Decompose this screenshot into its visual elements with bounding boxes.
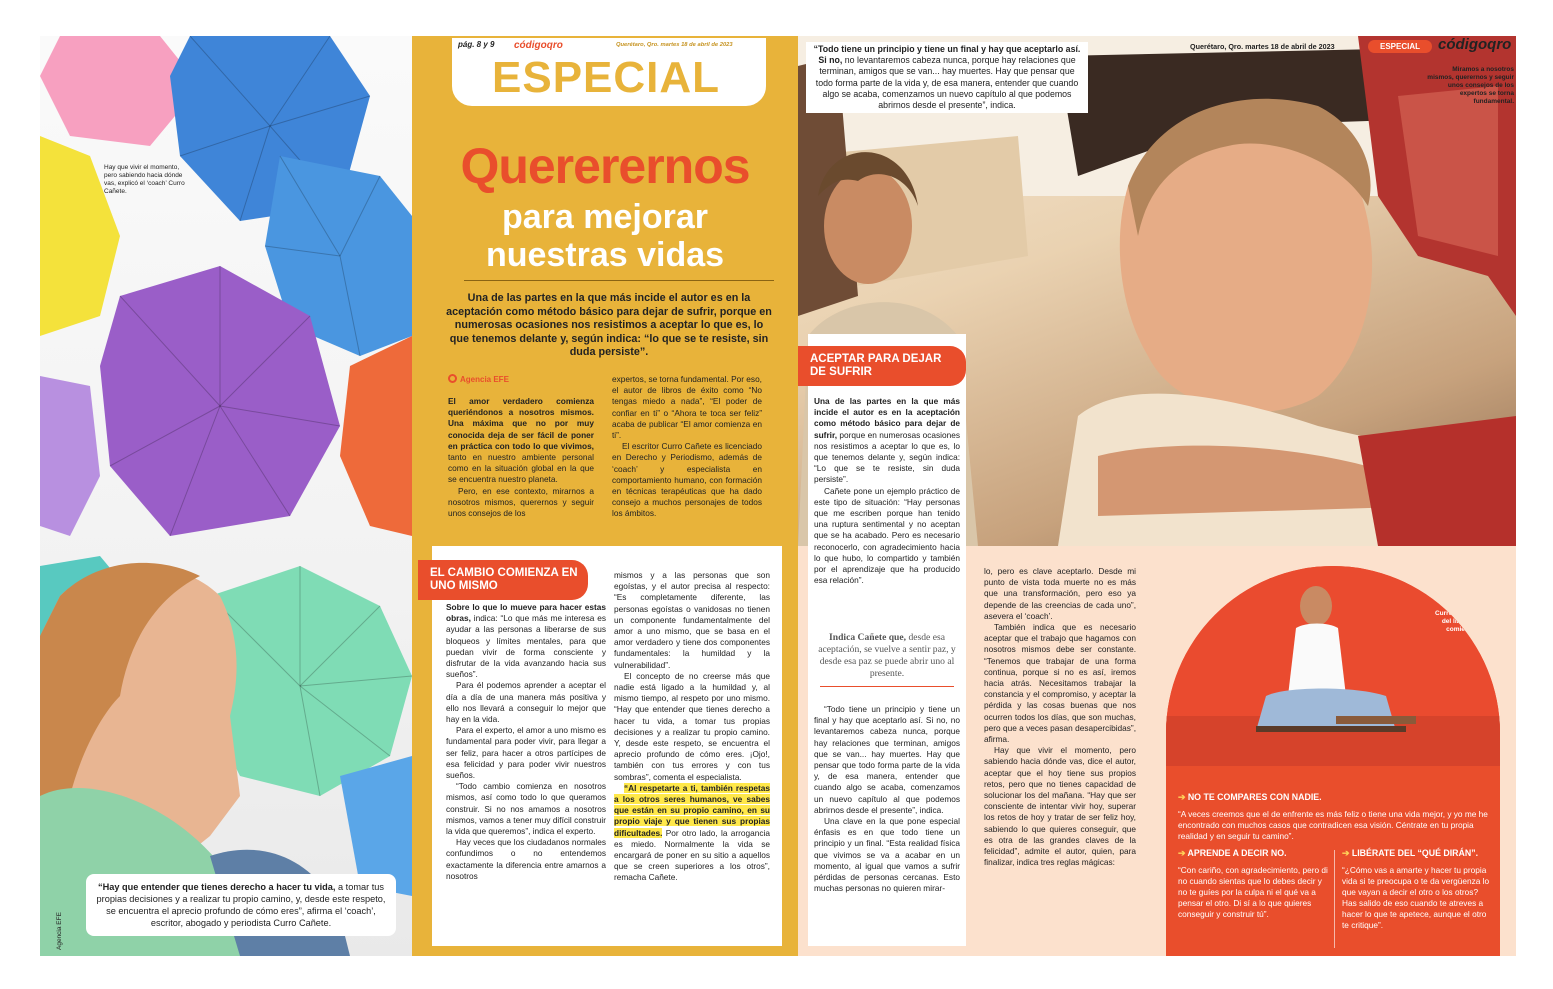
card-col1-para-4: “Todo cambio comienza en nosotros mismos, así como todo lo que queramos construir. Si no nos amamos a nosotros mismos, vamos a tener muy difícil construir la vida que queremos”, indica el experto. [446, 781, 606, 837]
arrow-right-icon: ➔ [1178, 848, 1188, 858]
card-col2-para-3: “Al respetarte a ti, también respetas a los otros seres humanos, ve sabes que están en su propio camino, en su propio viaje y que tienen sus propias dificultades. Por otro lado, la arrogancia es miedo. Normalmente la vida se encargará de poner en su sitio a aquellos que se creen superiores a los otros”, remacha Cañete. [614, 782, 770, 883]
page-label: pág. 8 y 9 [458, 40, 495, 49]
tip-2-title-row: ➔ APRENDE A DECIR NO. [1178, 848, 1287, 858]
col1-para-1: El amor verdadero comienza queriéndonos a nosotros mismos. Una máxima que no por muy conocida deja de ser fácil de poner en práctica con todo lo que vivimos, tanto en nuestro ambiente personal como en la situación global en la que se encuentra nuestro planeta. [448, 396, 594, 485]
highlighted-quote: “Al respetarte a ti, también respetas a los otros seres humanos, ve sabes que están en su propio camino, en su propio viaje y que tienen sus propias dificultades. [614, 782, 770, 838]
rc1-para-2: Cañete pone un ejemplo práctico de este tipo de situación: “Hay personas que me escriben porque han tenido una ruptura sentimental y no aceptan que se ha acabado. Pero es necesario reconocerlo, con agradecimiento hacia lo que hubo, lo compartido y también por el aprendizaje que ha producido esa relación”. [814, 485, 960, 586]
title-main: Quererernos [460, 138, 750, 194]
tip-1 [1178, 792, 1488, 842]
photo-caption: Hay que vivir el momento, pero sabiendo hacia dónde vas, explicó el ‘coach’ Curro Cañete. [104, 164, 185, 195]
tips-box [1166, 766, 1500, 956]
title-sub-1: para mejorar [502, 198, 708, 236]
arrow-right-icon: ➔ [1342, 848, 1352, 858]
byline-text: Agencia EFE [460, 375, 509, 384]
title-rule [464, 280, 774, 281]
inline-quote-rule [820, 686, 954, 687]
pull-quote-box [86, 874, 396, 936]
rc1-para-3: “Todo tiene un principio y tiene un final y hay que aceptarlo así. Si no, no levantaremos cabeza nunca, porque hay relaciones que terminan, amigos que se van... hay muertes. Hay que pensar que todo forma parte de la vida y, de esa manera, entender que cuando algo se acaba, comenzamos un nuevo capítulo al que podemos abrirnos desde el presente”, indica. [814, 704, 960, 815]
arrow-right-icon: ➔ [1178, 792, 1188, 802]
tip-3 [1342, 848, 1492, 931]
card-col1-para-5: Hay veces que los ciudadanos normales confundimos o no entendemos exactamente la diferencia entre amarnos a nosotros [446, 837, 606, 881]
rc1-para-4: Una clave en la que pone especial énfasis es en que todo tiene un principio y un final. “Esta realidad física que vivimos se va a acabar en un momento, al igual que vamos a sufrir pérdidas de personas cercanas. Esto muchas personas no quieren mirar- [814, 816, 960, 894]
card-col-1 [446, 602, 606, 882]
tip-2-text: “Con cariño, con agradecimiento, pero di no cuando sientas que lo debes decir y no te guíes por la culpa ni el qué va a pensar el otro. Di sí a lo que quieres conseguir y construir tú”. [1178, 865, 1328, 919]
card-col-2 [614, 570, 770, 884]
col2-para-1: expertos, se torna fundamental. Por eso, el autor de libros de éxito como “No tengas miedo a nada”, “El poder de confiar en ti” o “Ahora te toca ser feliz” acaba de publicar “El amor comienza en ti”. [612, 374, 762, 441]
pull-quote-rest: a tomar tus propias decisiones y a realizar tu propio camino, y, desde este respeto, se encuentra el aprecio profundo de cómo eres”, afirma el ‘coach’, escritor, abogado y periodista Curro Cañete. [96, 882, 386, 928]
card-col2-para-1: mismos y a las personas que son egoístas, y el autor precisa al respecto: “Es completamente diferente, las personas egoístas o vanidosas no tienen un componente fundamentalmente del amor a uno mismo, que se basa en el amor verdadero y tiene dos componentes fundamentales: la humildad y la vulnerabilidad”. [614, 570, 770, 670]
car-photo-caption: Miramos a nosotros mismos, querernos y seguir unos consejos de los expertos se torna fundamental. [1427, 66, 1514, 105]
brand-logo: códigoqro [514, 40, 563, 51]
umbrella-lilac-left [40, 376, 100, 536]
dateline: Querétaro, Qro. martes 18 de abril de 2023 [616, 42, 733, 48]
rc1-para-1: Una de las partes en la que más incide el autor es en la aceptación como método básico para dejar de sufrir, porque en numerosas ocasiones nos resistimos a aceptar lo que es, lo que tenemos delante y, según indica: “Lo que se te resiste, sin duda persiste”. [814, 396, 960, 485]
rc2-para-2: También indica que es necesario aceptar que el trabajo que hagamos con nosotros mismos debe ser constante. “Tenemos que trabajar de una forma continua, porque si no es así, iremos hacia atrás. Necesitamos trabajar la constancia y el compromiso, y aceptar la pérdida y las cosas buenas que nos ocurren todos los días, que son muchas, pero que a veces pasan desapercibidas”, afirma. [984, 622, 1136, 745]
top-quote: “Todo tiene un principio y tiene un final y hay que aceptarlo así. Si no, no levantaremos cabeza nunca, porque hay relaciones que terminan, amigos que se van... hay muertes. Hay que pensar que todo forma parte de la vida y, de esa manera, entender que cuando algo se acaba, comenzamos un nuevo capítulo al que podemos abrirnos desde el presente”, indica. [806, 42, 1088, 113]
rc2-para-1: lo, pero es clave aceptarlo. Desde mi punto de vista toda muerte no es más que una transformación, pero eso ya depende de las creencias de cada uno”, asevera el ‘coach’. [984, 566, 1136, 621]
card-col1-para-1: Sobre lo que lo mueve para hacer estas obras, indica: “Lo que más me interesa es ayudar a las personas a liberarse de sus bloqueos y límites mentales, para que puedan vivir de forma consciente y disfrutar de la vida avanzando hacia sus sueños”. [446, 602, 606, 680]
portrait-caption: Curro Cañete, autor del libro “El amor comienza en ti”. [1434, 610, 1496, 633]
umbrella-orange [340, 336, 412, 536]
especial-header [450, 36, 768, 108]
right-col-2 [984, 566, 1136, 868]
umbrella-photo [40, 36, 412, 956]
lead-paragraph: Una de las partes en la que más incide el autor es en la aceptación como método básico para dejar de sufrir, porque en numerosas ocasiones nos resistimos a aceptar lo que es, lo que tenemos delante y, según indica: “lo que se te resiste, sin duda persiste”. [446, 292, 772, 359]
right-section-badge: ESPECIAL [1368, 40, 1432, 53]
right-col-1b [814, 704, 960, 894]
section-title: ESPECIAL [492, 53, 721, 102]
article-card [432, 546, 782, 946]
tip-3-title-row: ➔ LIBÉRATE DEL “QUÉ DIRÁN”. [1342, 848, 1479, 858]
pull-quote-bold: “Hay que entender que tienes derecho a hacer tu vida, [98, 882, 336, 892]
right-col-1 [814, 396, 960, 586]
tips-divider [1334, 850, 1335, 948]
tip-1-text: “A veces creemos que el de enfrente es más feliz o tiene una vida mejor, y yo me he encontrado con muchos casos que contradicen esa visión. Céntrate en tu propia realidad y en seguir tu camino”. [1178, 809, 1488, 841]
section-tag-aceptar: ACEPTAR PARA DEJAR DE SUFRIR [798, 346, 966, 386]
section-tag-cambio: EL CAMBIO COMIENZA EN UNO MISMO [418, 560, 588, 600]
efe-target-icon [448, 374, 457, 383]
photo-credit: Agencia EFE [56, 912, 63, 950]
col1-para-2: Pero, en ese contexto, mirarnos a nosotros mismos, querernos y seguir unos consejos de los [448, 485, 594, 519]
tip-3-text: “¿Cómo vas a amarte y hacer tu propia vida si te preocupa o te da vergüenza lo que vayan a decir el otro o los otros? Has salido de eso cuando te atreves a hacer lo que te apetece, aunque el otro te critique”. [1342, 865, 1490, 930]
tip-1-title-row: ➔ NO TE COMPARES CON NADIE. [1178, 792, 1322, 802]
right-dateline: Querétaro, Qro. martes 18 de abril de 2023 [1190, 42, 1335, 51]
portrait-arch [1166, 566, 1500, 766]
byline [448, 374, 509, 384]
tip-2 [1178, 848, 1328, 920]
title-sub-2: nuestras vidas [485, 236, 725, 274]
right-brand-logo: códigoqro [1438, 36, 1512, 53]
inline-quote: Indica Cañete que, desde esa aceptación, se vuelve a sentir paz, y desde esa paz se puede abrir uno al presente. [818, 632, 956, 679]
left-col-2 [612, 374, 762, 520]
card-col2-para-2: El concepto de no creerse más que nadie está ligado a la humildad y, al mismo tiempo, al respeto por uno mismo. “Hay que entender que tienes derecho a hacer tu vida, a tomar tus propias decisiones y a realizar tu propio camino. Y, desde este respeto, se encuentra el aprecio profundo de cómo eres. ¡Ojo!, también con tus errores y con tus sombras”, comenta el especialista. [614, 670, 770, 782]
card-col1-para-3: Para el experto, el amor a uno mismo es fundamental para poder vivir, para llegar a ser feliz, para hacer a otros partícipes de esa felicidad y para poder vivir nuestros sueños. [446, 725, 606, 781]
card-col1-para-2: Para él podemos aprender a aceptar el día a día de una manera más positiva y ello nos llevará a conseguir lo mejor que hay en la vida. [446, 680, 606, 725]
col2-para-2: El escritor Curro Cañete es licenciado en Derecho y Periodismo, además de ‘coach’ y especialista en comportamiento humano, con formación en técnicas terapéuticas que ha dado consejo a muchos personajes de todos los ámbitos. [612, 441, 762, 519]
left-col-1 [448, 396, 594, 519]
rc2-para-3: Hay que vivir el momento, pero sabiendo hacia dónde vas, dice el autor, aceptar que el hoy tiene sus propios retos, pero que no tienes capacidad de solucionar los del mañana. “Hay que ser consciente de intentar vivir hoy, superar los retos de hoy y tratar de ser feliz hoy, sabiendo lo que quieres conseguir, que es otra de las grandes claves de la felicidad”, admite el autor, quien, para finalizar, indica tres reglas mágicas: [984, 745, 1136, 868]
